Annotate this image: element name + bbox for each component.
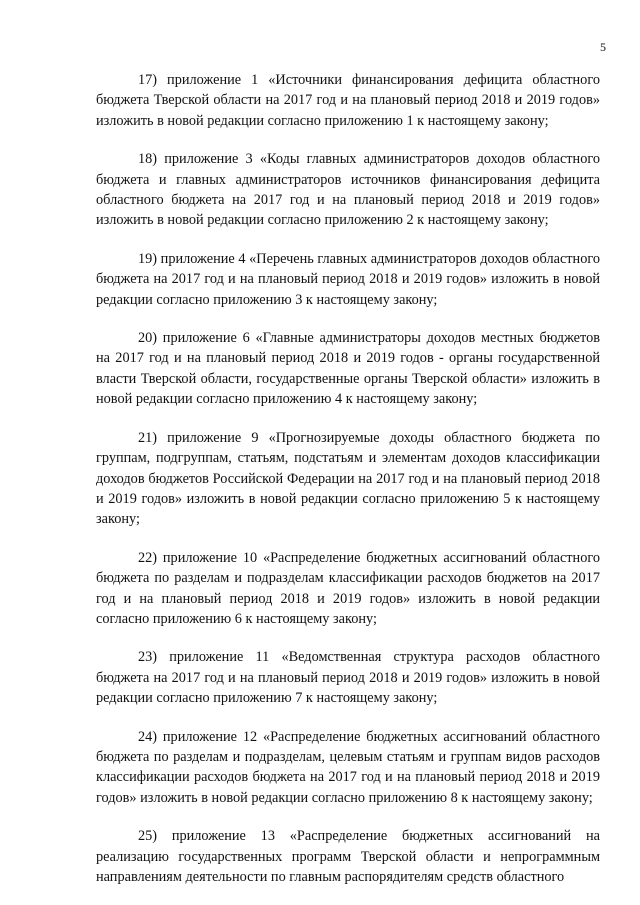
paragraph-25: 25) приложение 13 «Распределение бюджетных ассигнований на реализацию государственных программ Тверской области и непрограммным направлениям деятельности по главным распорядителям средств областного	[96, 828, 600, 885]
paragraph-21: 21) приложение 9 «Прогнозируемые доходы областного бюджета по группам, подгруппам, статьям, подстатьям и элементам доходов классификации доходов бюджетов Российской Федерации на 2017 год и на плановый период 2018 и 2019 годов» изложить в новой редакции согласно приложению 5 к настоящему закону;	[96, 429, 600, 528]
document-body	[96, 70, 600, 905]
paragraph-17: 17) приложение 1 «Источники финансирования дефицита областного бюджета Тверской области на 2017 год и на плановый период 2018 и 2019 годов» изложить в новой редакции согласно приложению 1 к настоящему закону;	[96, 72, 600, 129]
paragraph-23: 23) приложение 11 «Ведомственная структура расходов областного бюджета на 2017 год и на плановый период 2018 и 2019 годов» изложить в новой редакции согласно приложению 7 к настоящему закону;	[96, 649, 600, 707]
paragraph-18: 18) приложение 3 «Коды главных администраторов доходов областного бюджета и главных администраторов источников финансирования дефицита областного бюджета на 2017 год и на плановый период 2018 и 2019 годов» изложить в новой редакции согласно приложению 2 к настоящему закону;	[96, 151, 600, 229]
paragraph-22: 22) приложение 10 «Распределение бюджетных ассигнований областного бюджета по разделам и подразделам классификации расходов бюджетов на 2017 год и на плановый период 2018 и 2019 годов» изложить в новой редакции согласно приложению 6 к настоящему закону;	[96, 549, 600, 627]
paragraph-24: 24) приложение 12 «Распределение бюджетных ассигнований областного бюджета по разделам и подразделам, целевым статьям и группам видов расходов классификации расходов бюджета на 2017 год и на плановый период 2018 и 2019 годов» изложить в новой редакции согласно приложению 8 к настоящему закону;	[96, 728, 600, 806]
paragraph-19: 19) приложение 4 «Перечень главных администраторов доходов областного бюджета на 2017 год и на плановый период 2018 и 2019 годов» изложить в новой редакции согласно приложению 3 к настоящему закону;	[96, 250, 600, 308]
page-number: 5	[600, 40, 606, 54]
paragraph-20: 20) приложение 6 «Главные администраторы доходов местных бюджетов на 2017 год и на плановый период 2018 и 2019 годов - органы государственной власти Тверской области, государственные органы Тверской области» изложить в новой редакции согласно приложению 4 к настоящему закону;	[96, 330, 600, 408]
